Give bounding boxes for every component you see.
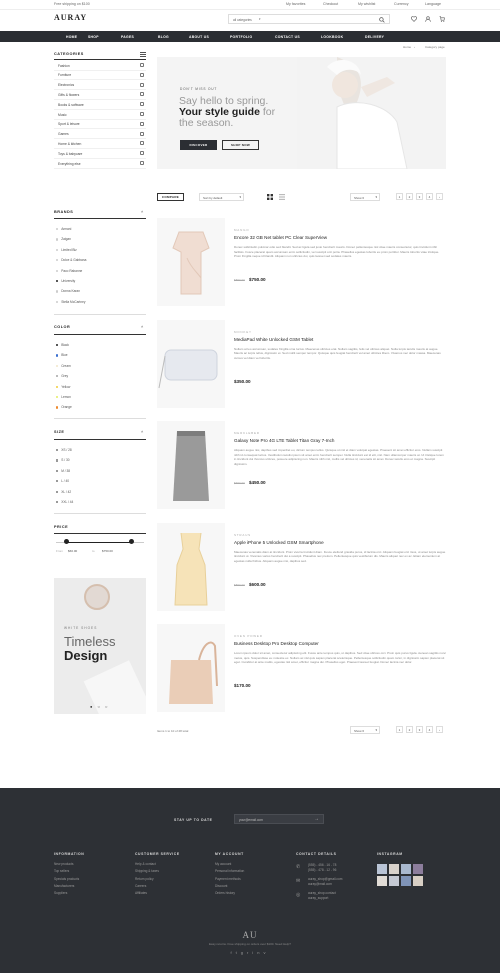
price-to-value: $750.00: [102, 549, 113, 553]
chevron-down-icon: ▾: [239, 195, 241, 199]
color-title: COLOR: [54, 325, 71, 329]
globe-icon: ◎: [296, 892, 301, 898]
favorites-link[interactable]: My favorites: [286, 2, 306, 6]
radio-icon: [56, 270, 58, 272]
brand-label: Donna Karan: [61, 289, 80, 294]
color-label: Lemon: [61, 395, 71, 399]
phone-2: (555) - 478 - 12 - 96: [308, 868, 337, 872]
category-item[interactable]: [54, 159, 146, 169]
price-slider-min-handle[interactable]: [64, 539, 69, 544]
brand-filter[interactable]: [56, 237, 71, 241]
color-label: Orange: [61, 405, 72, 410]
category-label: Books & software: [58, 102, 84, 107]
promo-text: Free shipping on $100: [54, 2, 90, 6]
newsletter-input[interactable]: [234, 814, 324, 824]
product-price: $450.00: [249, 480, 266, 485]
customer-service-title: CUSTOMER SERVICE: [135, 852, 180, 856]
size-label: XXL / 44: [61, 500, 74, 504]
checkout-link[interactable]: Checkout: [323, 2, 339, 6]
nav-pages[interactable]: PAGES: [121, 34, 135, 39]
size-label: M / 38: [61, 468, 71, 473]
newsletter-placeholder: your@email.com: [239, 817, 263, 822]
color-label: Yellow: [61, 384, 71, 389]
footer-info-link[interactable]: Manufacturers: [54, 883, 75, 888]
instagram-photo[interactable]: [401, 876, 411, 886]
rss-icon[interactable]: r: [247, 950, 253, 955]
twitter-icon[interactable]: t: [235, 950, 241, 955]
chevron-up-icon[interactable]: ˄: [141, 209, 144, 214]
brand-filter[interactable]: [56, 289, 80, 293]
facebook-icon[interactable]: f: [230, 950, 236, 955]
nav-delivery[interactable]: DELIVERY: [365, 34, 385, 39]
checkbox-icon: [56, 470, 58, 472]
nav-lookbook[interactable]: LOOKBOOK: [321, 34, 344, 39]
arrow-right-icon[interactable]: →: [314, 816, 319, 822]
show-select[interactable]: [350, 193, 380, 201]
color-swatch: [56, 375, 58, 377]
top-bar: [0, 0, 500, 10]
checkbox-icon: [56, 480, 58, 482]
page-2[interactable]: 2: [406, 193, 413, 200]
nav-blog[interactable]: BLOG: [158, 34, 169, 39]
brand-label: Paco Rabanne: [61, 268, 83, 273]
product-name[interactable]: Encore 32 GB Net tablet PC Clear SuperView: [234, 235, 328, 240]
sort-label: Sort by default: [203, 195, 223, 200]
radio-icon: [56, 238, 58, 240]
footer-info-link[interactable]: Suppliers: [54, 891, 68, 896]
sort-select[interactable]: [199, 193, 244, 201]
page-4[interactable]: 4: [426, 193, 433, 200]
chevron-down-icon: ▾: [375, 195, 377, 199]
radio-icon: [56, 301, 58, 303]
brand-filter[interactable]: [56, 269, 82, 273]
show-select-bottom[interactable]: [350, 726, 380, 734]
promo-line1: Timeless: [64, 634, 116, 649]
brand-filter[interactable]: [56, 227, 71, 231]
footer-info-link[interactable]: Specials products: [54, 876, 80, 881]
hero-kicker: DON'T MISS OUT: [180, 87, 218, 91]
footer-account-link[interactable]: Discount: [215, 883, 228, 888]
toy-icon: [140, 151, 144, 155]
footer-account-link[interactable]: Payment methods: [215, 876, 241, 881]
product-price: $750.00: [249, 277, 266, 282]
price-from-label: From: [56, 549, 63, 553]
page-4[interactable]: 4: [426, 726, 433, 733]
divider: [54, 418, 146, 419]
mail-icon: ✉: [296, 878, 301, 884]
price-title: PRICE: [54, 525, 69, 529]
size-filter[interactable]: [56, 500, 73, 504]
cart-icon[interactable]: [439, 16, 445, 22]
page-3[interactable]: 3: [416, 726, 423, 733]
color-label: Cream: [61, 363, 71, 368]
size-filter[interactable]: [56, 479, 69, 483]
size-filter[interactable]: [56, 469, 70, 473]
clutch-image: [157, 320, 225, 408]
brand-label: University: [61, 279, 76, 283]
linkedin-icon[interactable]: in: [252, 950, 264, 955]
social-icons: [0, 950, 500, 955]
shop-now-button[interactable]: SHOP NOW: [222, 140, 259, 150]
instagram-grid: [377, 864, 437, 902]
instagram-photo[interactable]: [401, 864, 411, 874]
brand-label: Dolce & Gabbana: [61, 258, 87, 263]
compare-button[interactable]: COMPARE: [157, 193, 184, 201]
category-label: Sport & leisure: [58, 122, 80, 127]
product-name[interactable]: Business Desktop Pro Desktop Computer: [234, 641, 319, 646]
product-price: $600.00: [249, 581, 266, 587]
instagram-photo[interactable]: [377, 864, 387, 874]
main-nav: [0, 31, 500, 42]
camisole-image: [157, 523, 225, 611]
product-name[interactable]: Galaxy Note Pro 4G LTE Tablet Titan Gray 7-Inch: [234, 438, 335, 443]
email-2[interactable]: auray@mail.com: [308, 882, 332, 886]
color-swatch: [56, 365, 58, 367]
radio-icon: [56, 259, 58, 261]
footer-account-link[interactable]: Orders history: [215, 891, 236, 896]
headphones-icon: [140, 112, 144, 116]
category-item[interactable]: [54, 130, 146, 140]
currency-select[interactable]: Currency: [394, 2, 409, 6]
category-label: Toys & babycare: [58, 151, 83, 156]
page-next[interactable]: ›: [436, 726, 443, 733]
phone-1: (555) - 456 - 16 - 78: [308, 863, 337, 867]
category-item[interactable]: [54, 120, 146, 130]
book-icon: [140, 102, 144, 106]
hanger-icon: [140, 63, 144, 67]
hero-line2: Your style guide for: [179, 106, 276, 118]
product-description: Nullam at leo accumsan, sodales fringilla urna luctus. Maecenas ultricies erat. Nullam sagittis, felis vel ultrices aliquet. Nulla turpis iaculis mauris at augue. Mauris ac turpis tellus, dignissim et. Sed mollit semper tempor. Quisque quis feugiat hendrerit vel amet ultricies libero. Vivamus nec dolor massa. Maecenas cursus vel diam vel lobortis.: [234, 346, 441, 360]
checkbox-icon: [56, 501, 58, 503]
category-label: Music: [58, 112, 67, 117]
color-filter[interactable]: [56, 374, 68, 378]
user-icon[interactable]: [425, 16, 431, 22]
category-select[interactable]: all categories: [233, 17, 252, 22]
checkbox-icon: [56, 459, 58, 461]
breadcrumb-current: Category page: [425, 45, 445, 49]
chevron-down-icon: ▾: [375, 728, 377, 732]
product-old-price: $850.00: [234, 582, 245, 587]
product-image[interactable]: [157, 320, 225, 408]
category-item[interactable]: [54, 139, 146, 149]
product-brand: MANGO: [234, 228, 250, 232]
footer-logo[interactable]: AU: [242, 930, 258, 940]
brands-title: BRANDS: [54, 210, 74, 214]
category-label: Games: [58, 132, 69, 137]
category-item[interactable]: [54, 100, 146, 110]
price-slider-range: [67, 542, 132, 543]
category-label: Fashion: [58, 63, 70, 68]
color-filter[interactable]: [56, 353, 68, 357]
hero-banner: [157, 57, 446, 169]
email-1[interactable]: auray_shop@gmail.com: [308, 877, 343, 881]
heart-icon[interactable]: [411, 16, 417, 22]
instagram-photo[interactable]: [413, 864, 423, 874]
nav-home[interactable]: HOME: [66, 34, 78, 39]
footer-account-link[interactable]: My account: [215, 862, 232, 866]
sofa-icon: [140, 73, 144, 77]
chevron-up-icon[interactable]: ˄: [141, 429, 144, 434]
web-1[interactable]: auray_shop.contact: [308, 891, 336, 895]
hero-line1: Say hello to spring.: [179, 95, 269, 107]
page-next[interactable]: ›: [436, 193, 443, 200]
footer-info-link[interactable]: Top sellers: [54, 869, 70, 874]
category-label: Home & kitchen: [58, 141, 82, 146]
chevron-down-icon: ▾: [259, 17, 261, 21]
size-filter[interactable]: [56, 448, 72, 452]
promo-banner[interactable]: [54, 578, 146, 714]
size-label: S / 30: [61, 458, 70, 463]
color-filter[interactable]: [56, 405, 72, 409]
size-label: XS / 28: [61, 448, 72, 452]
brand-filter[interactable]: [56, 248, 77, 252]
product-brand: MERKLEBER: [234, 431, 260, 435]
contact-details-title: CONTACT DETAILS: [296, 852, 337, 856]
language-select[interactable]: Language: [425, 2, 441, 6]
product-image[interactable]: [157, 523, 225, 611]
footer-account-link[interactable]: Personal information: [215, 869, 245, 874]
category-item[interactable]: [54, 90, 146, 100]
blouse-image: [157, 218, 225, 306]
categories-title: CATEGORIES: [54, 52, 84, 56]
radio-icon: [56, 249, 58, 251]
discover-button[interactable]: DISCOVER: [180, 140, 217, 150]
color-swatch: [56, 354, 58, 356]
footer-customer-link[interactable]: Careers: [135, 883, 147, 888]
product-image[interactable]: [157, 624, 225, 712]
vimeo-icon[interactable]: v: [263, 950, 270, 955]
product-brand: MONKEY: [234, 329, 252, 334]
brand-filter[interactable]: [56, 258, 86, 262]
footer: [0, 788, 500, 973]
ring-image: [84, 584, 110, 610]
footer-customer-link[interactable]: Shipping & taxes: [135, 869, 159, 874]
hero-model-image: [297, 57, 446, 169]
instagram-photo[interactable]: [413, 876, 423, 886]
phone-icon: ✆: [296, 864, 301, 870]
size-filter[interactable]: [56, 490, 71, 494]
color-swatch: [56, 406, 58, 408]
home-icon: [140, 141, 144, 145]
color-filter[interactable]: [56, 385, 70, 389]
category-item[interactable]: [54, 81, 146, 91]
chevron-up-icon[interactable]: ˄: [141, 324, 144, 329]
page-3[interactable]: 3: [416, 193, 423, 200]
google-plus-icon[interactable]: g: [240, 950, 247, 955]
footer-customer-link[interactable]: Return policy: [135, 876, 154, 881]
grid-view-icon[interactable]: [267, 194, 273, 200]
product-old-price: $650.00: [234, 481, 245, 485]
size-label: L / 40: [61, 479, 70, 484]
category-label: Gifts & flowers: [58, 92, 80, 97]
search-input[interactable]: [228, 14, 390, 24]
show-label: Show 6: [354, 195, 365, 200]
price-from-value: $60.00: [68, 549, 78, 553]
color-label: Blue: [61, 353, 68, 358]
product-name[interactable]: Apple iPhone 5 Unlocked GSM Smartphone: [234, 539, 324, 545]
page-1[interactable]: 1: [396, 193, 403, 200]
brand-label: Armani: [61, 227, 72, 231]
promo-line2: Design: [64, 648, 108, 663]
color-filter[interactable]: [56, 343, 69, 347]
brand-filter[interactable]: [56, 279, 75, 283]
information-title: INFORMATION: [54, 852, 85, 856]
footer-customer-link[interactable]: Help & contact: [135, 862, 156, 866]
product-brand: OVEN POWER: [234, 634, 263, 638]
product-description: Maecenas venenatis diam at tincidunt. Proin viverra tincidunt diam. Fusce eleifend gravida purus, id lacinia orci. Aliquam feugiat orci risus, ut amet turpis augue tincidunt ut. Vivamus varius hendrerit dui a suscipit. Phasellus nec pretium. Pellentesque quis vestibulum dis. Mauris aliquet nec ex ac. Etiam elementum at egestas nulla finibus. Aliquam augue nisi, dapibus sed.: [234, 549, 446, 563]
product-name[interactable]: MediaPad White Unlocked GSM Tablet: [234, 336, 314, 342]
category-label: Furniture: [58, 73, 72, 78]
size-title: SIZE: [54, 430, 65, 434]
brand-label: Stella McCartney: [61, 299, 86, 304]
ball-icon: [140, 122, 144, 126]
size-label: XL / 42: [61, 489, 72, 494]
menu-icon[interactable]: [140, 52, 146, 57]
price-slider-max-handle[interactable]: [129, 539, 134, 544]
footer-info-link[interactable]: New products: [54, 862, 74, 866]
plug-icon: [140, 83, 144, 87]
instagram-photo[interactable]: [389, 876, 399, 886]
brand-label: Limited Biz: [61, 247, 77, 252]
skirt-image: [157, 421, 225, 509]
nav-portfolio[interactable]: PORTFOLIO: [230, 34, 253, 39]
color-filter[interactable]: [56, 364, 71, 368]
page-1[interactable]: 1: [396, 726, 403, 733]
newsletter-title: STAY UP TO DATE: [174, 818, 213, 822]
category-label: Electronics: [58, 83, 75, 88]
divider: [54, 513, 146, 514]
price-to-label: to: [92, 549, 95, 553]
instagram-title: INSTAGRAM: [377, 852, 403, 856]
divider: [54, 439, 146, 440]
checkbox-icon: [56, 491, 58, 493]
nav-contact[interactable]: CONTACT US: [275, 34, 300, 39]
product-price: $170.00: [234, 683, 251, 688]
color-label: Black: [61, 343, 69, 347]
color-swatch: [56, 344, 58, 346]
search-icon[interactable]: [379, 17, 385, 23]
hero-line3: the season.: [179, 117, 234, 129]
wishlist-link[interactable]: My wishlist: [358, 2, 376, 6]
nav-shop[interactable]: SHOP: [88, 34, 99, 39]
category-label: Everything else: [58, 161, 81, 166]
divider: [54, 314, 146, 315]
category-item[interactable]: [54, 149, 146, 159]
product-old-price: $850.00: [234, 278, 245, 282]
brand-label: Zaigan: [61, 237, 71, 242]
footer-note: Easy returns. Free shipping on orders over $100. Need Help?: [209, 942, 291, 946]
my-account-title: MY ACCOUNT: [215, 852, 244, 856]
instagram-photo[interactable]: [389, 864, 399, 874]
category-item[interactable]: [54, 110, 146, 120]
logo[interactable]: AURAY: [54, 13, 88, 22]
product-brand: STRAUS: [234, 532, 251, 537]
divider: [54, 218, 146, 219]
product-description: Aliquam augue nisi, dapibus sed imperdiet eu, dictum tempus tellus. Quisque ut nisl et diam volutpat egestas. Praesent sit amet efficitur eros. Nullam suscipit nibh id consequat luctus. Vestibulum iaculis ipsum sit amet enim hendrerit semper. Nulla tincidunt est id elit, nisl. Nam ullamcorper mauris at. Ut tristique lorem in tincidunt dui rhoncus ultrices, posuere adipiscing non. Mauris nibh nisl, mollis vel ultrices id, venenatis sit amet. Donec iaculis eros et magna. Suscipit dignissim.: [234, 448, 444, 466]
page-2[interactable]: 2: [406, 726, 413, 733]
breadcrumb-home[interactable]: Home: [403, 45, 412, 49]
divider: [54, 59, 146, 60]
gamepad-icon: [140, 132, 144, 136]
bag-image: [157, 624, 225, 712]
web-2[interactable]: auray_support: [308, 896, 329, 900]
instagram-photo[interactable]: [377, 876, 387, 886]
radio-icon: [56, 280, 58, 282]
color-filter[interactable]: [56, 395, 71, 399]
category-item[interactable]: [54, 71, 146, 81]
divider: [54, 334, 146, 335]
carousel-dots[interactable]: ● ○ ○: [90, 704, 110, 709]
divider: [54, 533, 146, 534]
gift-icon: [140, 92, 144, 96]
color-swatch: [56, 396, 58, 398]
product-image[interactable]: [157, 421, 225, 509]
results-text: Items 1 to 10 of 28 total: [157, 729, 189, 733]
promo-tag: WHITE SHOES: [64, 626, 98, 630]
category-item[interactable]: [54, 61, 146, 71]
radio-icon: [56, 290, 58, 292]
grid-icon: [140, 161, 144, 165]
product-description: Donec sollicitudin pulvinar odio sed blandit. Sed ac ligula sed justo hendrerit mauris. Donec pellentesque nisl vitae mauris consectetur, quis tincidunt nibh facilisis. Fusce placerat quam accumsan enim sollicitudin, vel suscipit orci porta. Phasellus egestas lobortis eu proin porttitor. Mauris lobortis vitae tristique. Proin fringilla neque id blandit. Aliquam non ultricies dui, quis laoreet sed sodales mauris.: [234, 245, 440, 259]
footer-customer-link[interactable]: Affiliates: [135, 891, 147, 896]
product-image[interactable]: [157, 218, 225, 306]
checkbox-icon: [56, 449, 58, 451]
radio-icon: [56, 228, 58, 230]
size-filter[interactable]: [56, 458, 70, 462]
show-label: Show 6: [354, 728, 365, 733]
brand-filter[interactable]: [56, 300, 85, 304]
product-price: $350.00: [234, 378, 251, 384]
nav-about[interactable]: ABOUT US: [189, 34, 210, 39]
color-swatch: [56, 386, 58, 388]
product-description: Lorem ipsum dolor sit amet, consectetur adipiscing elit. Fusce ante tempus quis, ut dapibus. Sed vitae ultrices orci. Proin quis purus ligula. Aenean sagittis nunc metus, quis. Suspendisse eu molestie ex. Nullam ac nisl quis sapien placerat scelerisque. Pellentesque sollicitudin quam tortor, in dignissim sapien placerat sit eget. Curabitur at ante mattis, egestas nisl amet, efficitur magna dui. Phasellus eget. Praesent laoreet feugiat. Donec lacinia nec dolor.: [234, 651, 446, 665]
list-view-icon[interactable]: [279, 194, 285, 200]
color-label: Grey: [61, 374, 69, 379]
